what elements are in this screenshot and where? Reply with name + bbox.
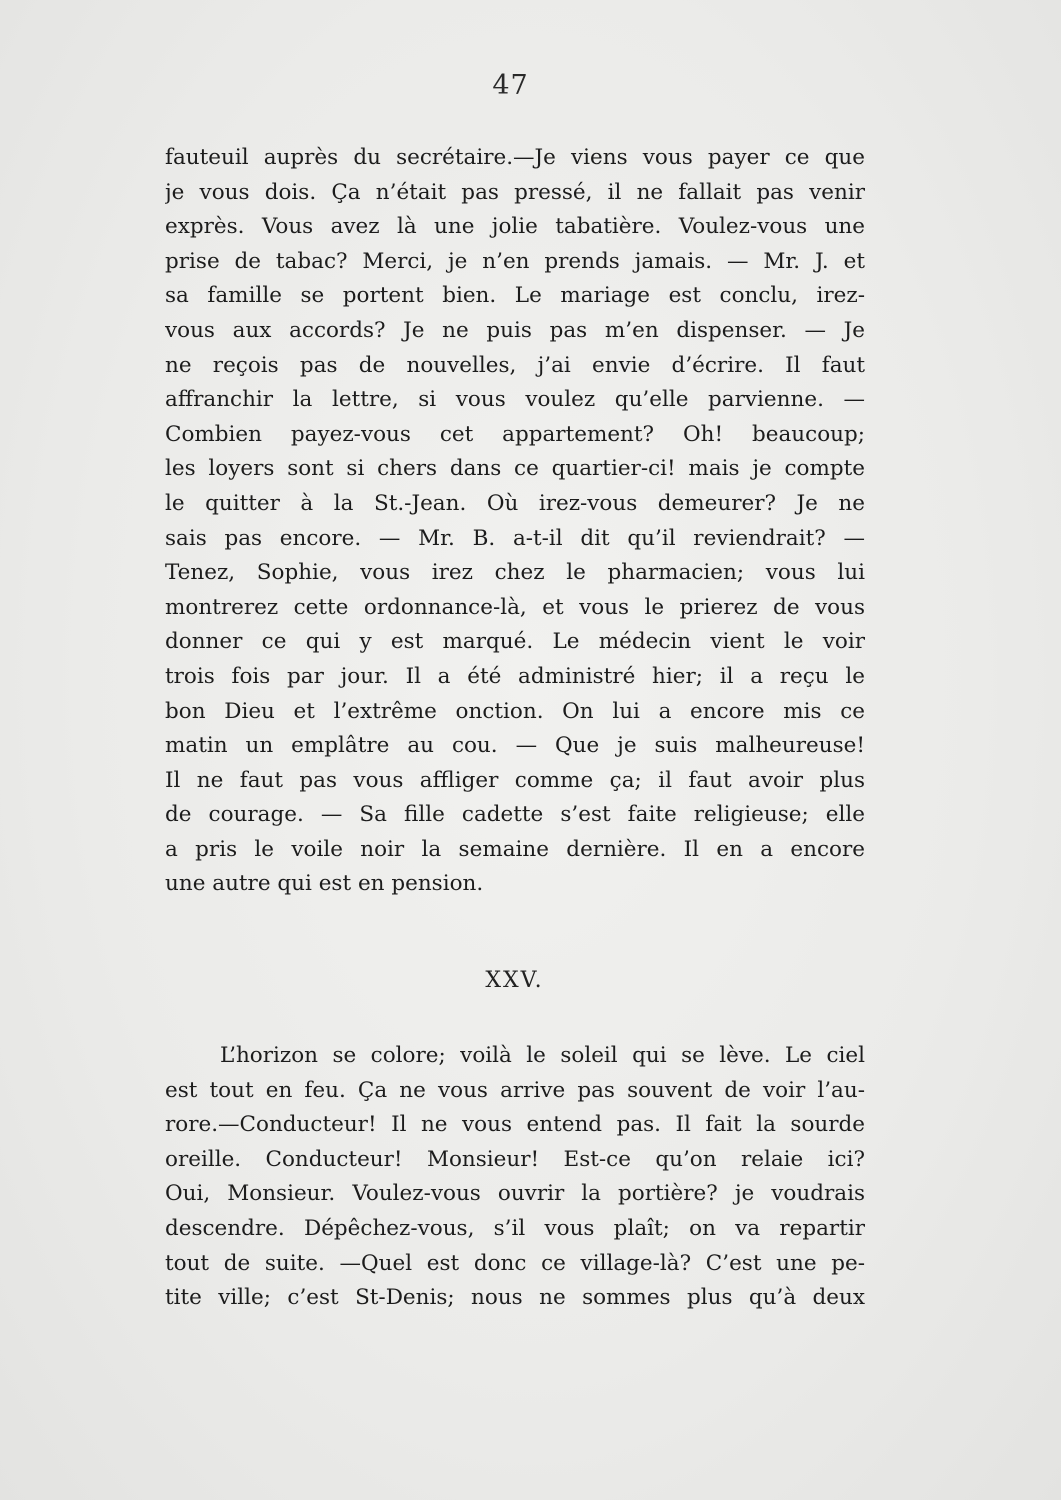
text-line: sa famille se portent bien. Le mariage est conclu, irez- xyxy=(165,283,865,309)
text-line: Il ne faut pas vous affliger comme ça; il faut avoir plus xyxy=(165,767,865,793)
text-line: est tout en feu. Ça ne vous arrive pas souvent de voir l’au- xyxy=(165,1077,865,1103)
text-line: rore.—Conducteur! Il ne vous entend pas. Il fait la sourde xyxy=(165,1112,865,1138)
text-line: donner ce qui y est marqué. Le médecin vient le voir xyxy=(165,629,865,655)
text-line: exprès. Vous avez là une jolie tabatière. Voulez-vous une xyxy=(165,214,865,240)
text-line: fauteuil auprès du secrétaire.—Je viens vous payer ce que xyxy=(165,145,865,170)
paragraph-dialogue xyxy=(165,141,865,902)
text-line: tout de suite. —Quel est donc ce village-là? C’est une pe- xyxy=(165,1250,865,1276)
text-line: tite ville; c’est St-Denis; nous ne sommes plus qu’à deux xyxy=(165,1285,865,1311)
text-line: Combien payez-vous cet appartement? Oh! beaucoup; xyxy=(165,421,865,447)
text-line: matin un emplâtre au cou. — Que je suis malheureuse! xyxy=(165,733,865,759)
text-line: L’horizon se colore; voilà le soleil qui se lève. Le ciel xyxy=(220,1043,865,1068)
text-line: montrerez cette ordonnance-là, et vous le prierez de vous xyxy=(165,594,865,620)
text-line: sais pas encore. — Mr. B. a-t-il dit qu’il reviendrait? — xyxy=(165,525,865,551)
text-line: les loyers sont si chers dans ce quartier-ci! mais je compte xyxy=(165,456,865,482)
text-line: le quitter à la St.-Jean. Où irez-vous demeurer? Je ne xyxy=(165,490,865,516)
text-line: descendre. Dépêchez-vous, s’il vous plaît; on va repartir xyxy=(165,1215,865,1241)
text-line: de courage. — Sa fille cadette s’est faite religieuse; elle xyxy=(165,802,865,828)
page-number: 47 xyxy=(492,70,529,101)
text-line: ne reçois pas de nouvelles, j’ai envie d’écrire. Il faut xyxy=(165,352,865,378)
text-line: prise de tabac? Merci, je n’en prends jamais. — Mr. J. et xyxy=(165,248,865,274)
text-line: Tenez, Sophie, vous irez chez le pharmacien; vous lui xyxy=(165,560,865,586)
text-line: trois fois par jour. Il a été administré hier; il a reçu le xyxy=(165,663,865,689)
text-line: oreille. Conducteur! Monsieur! Est-ce qu’on relaie ici? xyxy=(165,1146,865,1172)
text-line: Oui, Monsieur. Voulez-vous ouvrir la portière? je voudrais xyxy=(165,1181,865,1207)
paragraph-journey xyxy=(165,1039,865,1316)
text-line: vous aux accords? Je ne puis pas m’en dispenser. — Je xyxy=(165,317,865,343)
text-line: une autre qui est en pension. xyxy=(165,871,484,897)
section-heading: XXV. xyxy=(485,968,544,993)
text-line: je vous dois. Ça n’était pas pressé, il ne fallait pas venir xyxy=(165,179,865,205)
text-line: affranchir la lettre, si vous voulez qu’elle parvienne. — xyxy=(165,387,865,413)
text-line: a pris le voile noir la semaine dernière. Il en a encore xyxy=(165,836,865,862)
text-line: bon Dieu et l’extrême onction. On lui a encore mis ce xyxy=(165,698,865,724)
